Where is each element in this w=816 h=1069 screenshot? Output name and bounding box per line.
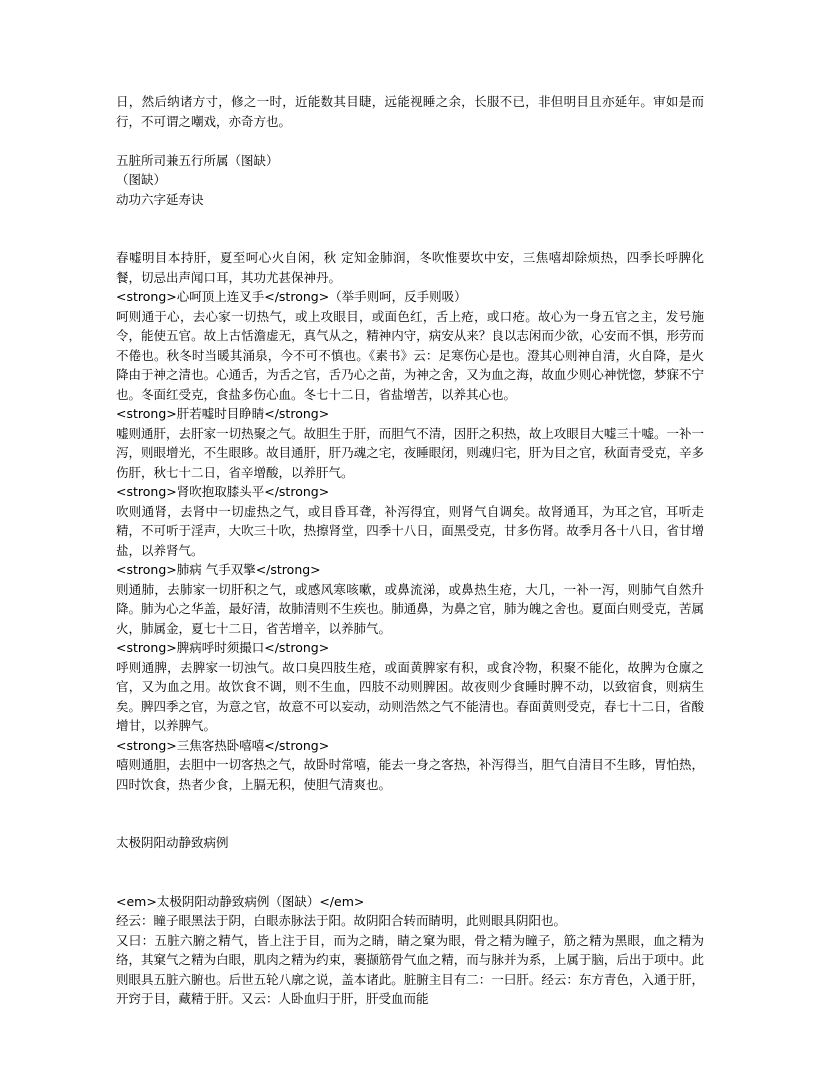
- paragraph-taiji-body-2: 又曰：五脏六腑之精气，皆上注于目，而为之睛，睛之窠为眼，骨之精为瞳子，筋之精为黑眼，血之精为络，其窠气之精为白眼，肌肉之精为约束，裹撷筋骨气血之精，而与脉并为系，上属于脑，后出于项中。此则眼具五脏六腑也。后世五轮八廓之说，盖本诸此。脏腑主目有二：一曰肝。经云：东方青色，入通于肝，开窍于目，藏精于肝。又云：人卧血归于肝，肝受血而能: [116, 932, 704, 1006]
- paragraph-liver-tag: <strong>肝若嘘时目睁睛</strong>: [116, 406, 330, 421]
- spacer: [116, 814, 704, 834]
- heading-five-zang: 五脏所司兼五行所属（图缺）: [116, 152, 279, 168]
- paragraph-taiji-body-1: 经云：瞳子眼黑法于阴，白眼赤脉法于阳。故阴阳合转而睛明，此则眼具阴阳也。: [116, 913, 567, 928]
- paragraph-sanjiao-body: 嘻则通胆，去胆中一切客热之气，故卧时常嘻，能去一身之客热，补泻得当，胆气自清目不生眵，胃怕热，四时饮食，热者少食，上膈无积，使胆气清爽也。: [116, 757, 704, 792]
- heading-donggong: 动功六字延寿诀: [116, 191, 204, 207]
- paragraph-kidney-tag: <strong>肾吹抱取膝头平</strong>: [116, 484, 330, 499]
- spacer: [116, 794, 704, 814]
- spacer: [116, 131, 704, 151]
- paragraph-lung-tag: <strong>肺病 气手双擎</strong>: [116, 562, 321, 577]
- spacer: [116, 209, 704, 229]
- heading-taiji: 太极阴阳动静致病例: [116, 835, 229, 850]
- paragraph-intro: 日，然后纳诸方寸，修之一时，近能数其目睫，远能视睡之余，长服不已，非但明目且亦延年。审如是而行，不可谓之嘲戏，亦奇方也。: [116, 94, 704, 129]
- paragraph-heart-body: 呵则通于心，去心家一切热气，或上攻眼目，或面色红，舌上疮，或口疮。故心为一身五官之主，发号施令，能使五官。故上古恬澹虚无，真气从之，精神内守，病安从来？良以志闲而少欲，心安而不惧，形劳而不倦也。秋冬时当暖其涌泉，今不可不慎也。《素书》云：足寒伤心是也。澄其心则神自清，火自降，是火降由于神之清也。心通舌，为舌之官，舌乃心之苗，为神之舍，又为血之海，故血少则心神恍惚，梦寐不宁也。冬面红受克，食盐多伤心血。冬七十二日，省盐增苦，以养其心也。: [116, 308, 704, 402]
- paragraph-spleen-body: 呼则通脾，去脾家一切浊气。故口臭四肢生疮，或面黄脾家有积，或食冷物，积聚不能化，故脾为仓廪之官，又为血之用。故饮食不调，则不生血，四肢不动则脾困。故夜则少食睡时脾不动，以致宿食，则病生矣。脾四季之官，为意之官，故意不可以妄动，动则浩然之气不能清也。春面黄则受克，春七十二日，省酸增甘，以养脾气。: [116, 659, 704, 733]
- paragraph-lung-body: 则通肺，去肺家一切肝积之气，或感风寒咳嗽，或鼻流涕，或鼻热生疮，大几，一补一泻，则肺气自然升降。肺为心之华盖，最好清，故肺清则不生疾也。肺通鼻，为鼻之官，肺为魄之舍也。夏面白则受克，苦属火，肺属金，夏七十二日，省苦增辛，以养肺气。: [116, 581, 704, 636]
- paragraph-six-char-summary: 春嘘明目本持肝，夏至呵心火自闲，秋 定知金肺润，冬吹惟要坎中安，三焦嘻却除烦热，四季长呼脾化餐，切忌出声闻口耳，其功尤甚保神丹。: [116, 250, 704, 285]
- line-image-missing: （图缺）: [116, 172, 167, 187]
- paragraph-sanjiao-tag: <strong>三焦客热卧嘻嘻</strong>: [116, 737, 330, 753]
- paragraph-liver-body: 嘘则通肝，去肝家一切热聚之气。故胆生于肝，而胆气不清，因肝之积热，故上攻眼目大嘘三十嘘。一补一泻，则眼增光，不生眼眵。故目通肝，肝乃魂之宅，夜睡眼闭，则魂归宅，肝为目之官，秋面青受克，辛多伤肝，秋七十二日，省辛增酸，以养肝气。: [116, 425, 704, 480]
- paragraph-taiji-em: <em>太极阴阳动静致病例（图缺）</em>: [116, 893, 365, 909]
- paragraph-spleen-tag: <strong>脾病呼时须撮口</strong>: [116, 640, 330, 655]
- spacer: [116, 853, 704, 873]
- spacer: [116, 872, 704, 892]
- paragraph-kidney-body: 吹则通肾，去肾中一切虚热之气，或目昏耳聋，补泻得宜，则肾气自调矣。故肾通耳，为耳之官，耳听走精，不可听于淫声，大吹三十吹，热擦肾堂，四季十八日，面黑受克，甘多伤肾。故季月各十八日，省甘增盐，以养肾气。: [116, 503, 704, 558]
- paragraph-heart-tag: <strong>心呵顶上连叉手</strong>（举手则呵，反手则吸）: [116, 289, 467, 304]
- spacer: [116, 229, 704, 249]
